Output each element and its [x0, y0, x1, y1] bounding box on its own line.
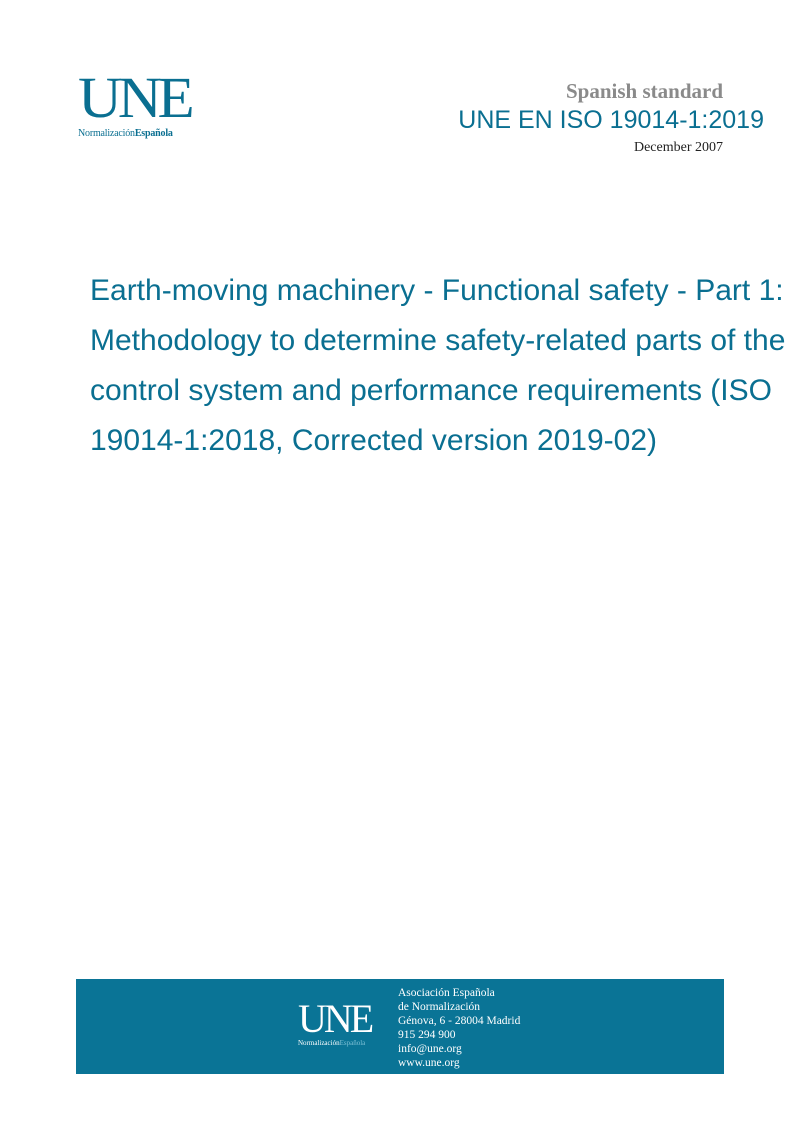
standard-kind: Spanish standard [566, 79, 723, 103]
standard-code: UNE EN ISO 19014-1:2019 [458, 106, 764, 134]
footer-line-email[interactable]: info@une.org [398, 1043, 462, 1055]
footer-logo-wordmark: UNE [298, 996, 372, 1041]
une-logo [78, 65, 198, 144]
footer-banner [76, 979, 724, 1074]
footer-line-address: Génova, 6 - 28004 Madrid [398, 1015, 521, 1027]
logo-wordmark: UNE [78, 65, 191, 130]
footer-line-website[interactable]: www.une.org [398, 1057, 460, 1069]
standard-date: December 2007 [633, 140, 723, 155]
footer-contact [398, 986, 520, 1070]
footer-logo-tagline: NormalizaciónEspañola [298, 1039, 366, 1047]
document-title: Earth-moving machinery - Functional safety - Part 1: Methodology to determine safety-related parts of the control system and performance requirements (ISO 19014-1:2018, Corrected version 2019-02) [90, 274, 786, 457]
footer-logo [298, 996, 372, 1047]
footer-line-org-2: de Normalización [398, 1001, 481, 1013]
logo-tagline: NormalizaciónEspañola [78, 128, 173, 139]
footer-line-phone: 915 294 900 [398, 1029, 456, 1041]
footer-line-org-1: Asociación Española [398, 987, 495, 999]
standard-header [458, 78, 764, 160]
